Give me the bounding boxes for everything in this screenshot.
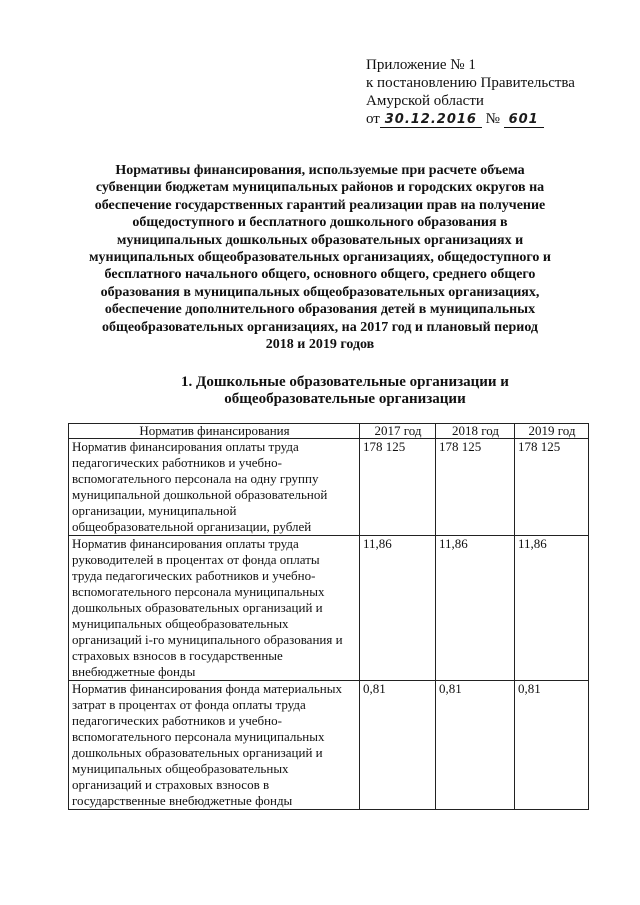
header-2017: 2017 год: [360, 424, 436, 439]
handwritten-date: 30.12.2016: [380, 112, 482, 128]
appendix-decree-ref: к постановлению Правительства: [366, 75, 575, 91]
title-line: муниципальных дошкольных образовательных организациях и: [116, 232, 524, 248]
title-line: муниципальных общеобразовательных организациях, общедоступного и: [89, 250, 551, 266]
value-2018: 11,86: [436, 536, 515, 681]
norms-table: [68, 423, 589, 810]
title-line: субвенции бюджетам муниципальных районов и городских округов на: [95, 180, 545, 196]
header-2018: 2018 год: [436, 424, 515, 439]
norm-name: Норматив финансирования оплаты труда педагогических работников и учебно- вспомогательного персонала на одну группу муниципальной дошкольной образовательной организации, муниципальной общеобразовательной организации, рублей: [69, 439, 360, 536]
handwritten-number: 601: [504, 112, 544, 128]
header-norm: Норматив финансирования: [69, 424, 360, 439]
value-2019: 178 125: [515, 439, 589, 536]
header-2019: 2019 год: [515, 424, 589, 439]
date-prefix: от: [366, 111, 380, 127]
value-2019: 11,86: [515, 536, 589, 681]
title-line: бесплатного начального общего, основного общего, среднего общего: [104, 267, 536, 283]
title-line: Нормативы финансирования, используемые при расчете объема: [115, 163, 525, 178]
title-line: общедоступного и бесплатного дошкольного образования в: [132, 215, 508, 231]
value-2017: 0,81: [360, 681, 436, 810]
section-heading-line: 1. Дошкольные образовательные организации и: [181, 374, 509, 390]
value-2017: 178 125: [360, 439, 436, 536]
table-row: [69, 439, 589, 536]
appendix-block: [366, 56, 575, 128]
title-line: обеспечение государственных гарантий реализации прав на получение: [94, 197, 546, 213]
value-2017: 11,86: [360, 536, 436, 681]
title-line: 2018 и 2019 годов: [265, 337, 375, 353]
value-2018: 178 125: [436, 439, 515, 536]
title-line: обеспечение дополнительного образования детей в муниципальных: [104, 302, 536, 318]
table-row: [69, 681, 589, 810]
appendix-title: Приложение № 1: [366, 57, 476, 73]
section-heading: [150, 374, 540, 408]
document-title: [60, 162, 580, 353]
section-heading-line: общеобразовательные организации: [224, 391, 466, 407]
title-line: образования в муниципальных общеобразовательных организациях,: [100, 284, 540, 300]
value-2019: 0,81: [515, 681, 589, 810]
norm-name: Норматив финансирования оплаты труда руководителей в процентах от фонда оплаты труда педагогических работников и учебно- вспомогательного персонала муниципальных дошкольных образовательных организаций и муниципальных общеобразовательных организаций i-го муниципального образования и страховых взносов в государственные внебюджетные фонды: [69, 536, 360, 681]
number-label: №: [485, 111, 500, 127]
table-row: [69, 536, 589, 681]
value-2018: 0,81: [436, 681, 515, 810]
title-line: общеобразовательных организациях, на 2017 год и плановый период: [102, 319, 538, 335]
appendix-region: Амурской области: [366, 93, 484, 109]
appendix-date-line: [366, 110, 575, 128]
table-header-row: [69, 424, 589, 439]
norm-name: Норматив финансирования фонда материальных затрат в процентах от фонда оплаты труда педагогических работников и учебно- вспомогательного персонала муниципальных дошкольных образовательных организаций и муниципальных общеобразовательных организаций и страховых взносов в государственные внебюджетные фонды: [69, 681, 360, 810]
